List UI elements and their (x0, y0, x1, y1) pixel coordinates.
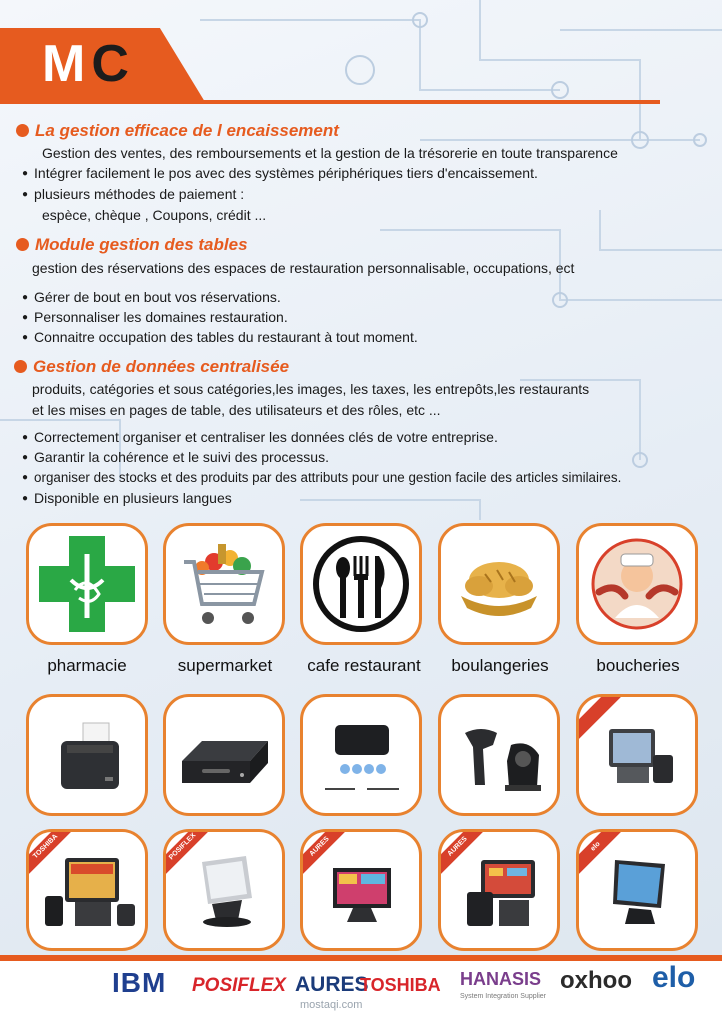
elo-ribbon: elo (576, 829, 626, 877)
supermarket-tile (163, 523, 285, 645)
bullet-item: ● Intégrer facilement le pos avec des systèmes périphériques tiers d'encaissement. (22, 165, 538, 181)
butcher-tile (576, 523, 698, 645)
bullet-item: ● Correctement organiser et centraliser les données clés de votre entreprise. (22, 429, 498, 445)
aures-logo: AURES (295, 973, 369, 996)
hanasis-tagline: System Integration Supplier (460, 993, 546, 1000)
elo-touchscreen-icon (585, 838, 689, 942)
aures-ribbon: AURES (300, 829, 350, 877)
bread-icon (447, 532, 551, 636)
watermark: mostaqi.com (300, 999, 363, 1011)
shopping-cart-icon (172, 532, 276, 636)
barcode-scanner-icon (447, 705, 551, 805)
butcher-mascot-icon (585, 532, 689, 636)
pos-printer-combo-icon (447, 838, 551, 942)
ibm-logo: IBM (112, 967, 167, 998)
logo-letter-m: M (42, 35, 92, 93)
section-title-tables: Module gestion des tables (16, 235, 248, 255)
pharmacy-tile (26, 523, 148, 645)
rfid-reader-tile (300, 694, 422, 816)
pos-terminal-icon (587, 705, 687, 805)
bullet-item: ● organiser des stocks et des produits par des attributs pour une gestion facile des articles similaires. (22, 470, 621, 485)
pos-terminal-tile (576, 694, 698, 816)
bullet-item: ● Gérer de bout en bout vos réservations. (22, 289, 281, 305)
bullet-item: ● Garantir la cohérence et le suivi des processus. (22, 449, 329, 465)
cash-drawer-icon (172, 705, 276, 805)
logo-letter-c: C (91, 35, 135, 93)
posiflex-pos-tile (163, 829, 285, 951)
cash-drawer-tile (163, 694, 285, 816)
posiflex-logo: POSIFLEX (192, 975, 286, 996)
category-label-pharmacie: pharmacie (47, 656, 127, 675)
toshiba-pos-icon (35, 838, 139, 942)
aures-pos-tile (300, 829, 422, 951)
pharmacy-cross-icon (35, 532, 139, 636)
category-label-cafe-restaurant: cafe restaurant (307, 656, 421, 675)
oxhoo-logo: oxhoo (560, 967, 632, 994)
receipt-printer-icon (37, 705, 137, 805)
toshiba-pos-tile (26, 829, 148, 951)
category-label-boucheries: boucheries (596, 656, 680, 675)
section-title-encaissement: La gestion efficace de l encaissement (16, 121, 339, 141)
toshiba-ribbon: TOSHIBA (26, 829, 76, 877)
toshiba-logo: TOSHIBA (360, 975, 441, 995)
payment-methods: espèce, chèque , Coupons, crédit ... (42, 207, 267, 223)
restaurant-tile (300, 523, 422, 645)
bullet-item: ● Disponible en plusieurs langues (22, 490, 232, 506)
section-intro-2: et les mises en pages de table, des utilisateurs et des rôles, etc ... (32, 402, 441, 418)
category-label-boulangeries: boulangeries (451, 656, 549, 675)
aures-pos-2-tile (438, 829, 560, 951)
bullet-item: ● Personnaliser les domaines restauration. (22, 309, 288, 325)
touch-pos-icon (309, 838, 413, 942)
rfid-reader-icon (309, 705, 413, 805)
elo-logo: elo (652, 961, 696, 994)
section-title-donnees: Gestion de données centralisée (14, 357, 289, 377)
posiflex-ribbon: POSIFLEX (163, 829, 213, 877)
category-label-supermarket: supermarket (177, 656, 273, 675)
barcode-scanner-tile (438, 694, 560, 816)
bakery-tile (438, 523, 560, 645)
section-intro: gestion des réservations des espaces de restauration personnalisable, occupations, ect (32, 260, 575, 276)
cutlery-icon (309, 532, 413, 636)
receipt-printer-tile (26, 694, 148, 816)
hanasis-logo: HANASIS (460, 969, 542, 989)
footer-accent-bar (0, 955, 722, 961)
brand-footer (0, 955, 722, 1024)
bullet-item: ● Connaitre occupation des tables du restaurant à tout moment. (22, 329, 418, 345)
bullet-item: ● plusieurs méthodes de paiement : (22, 186, 244, 202)
elo-pos-tile (576, 829, 698, 951)
posiflex-pos-icon (172, 838, 276, 942)
section-intro: Gestion des ventes, des remboursements et la gestion de la trésorerie en toute transparence (42, 145, 618, 161)
aures-ribbon: AURES (438, 829, 488, 877)
section-intro: produits, catégories et sous catégories,les images, les taxes, les entrepôts,les restaurants (32, 381, 590, 397)
